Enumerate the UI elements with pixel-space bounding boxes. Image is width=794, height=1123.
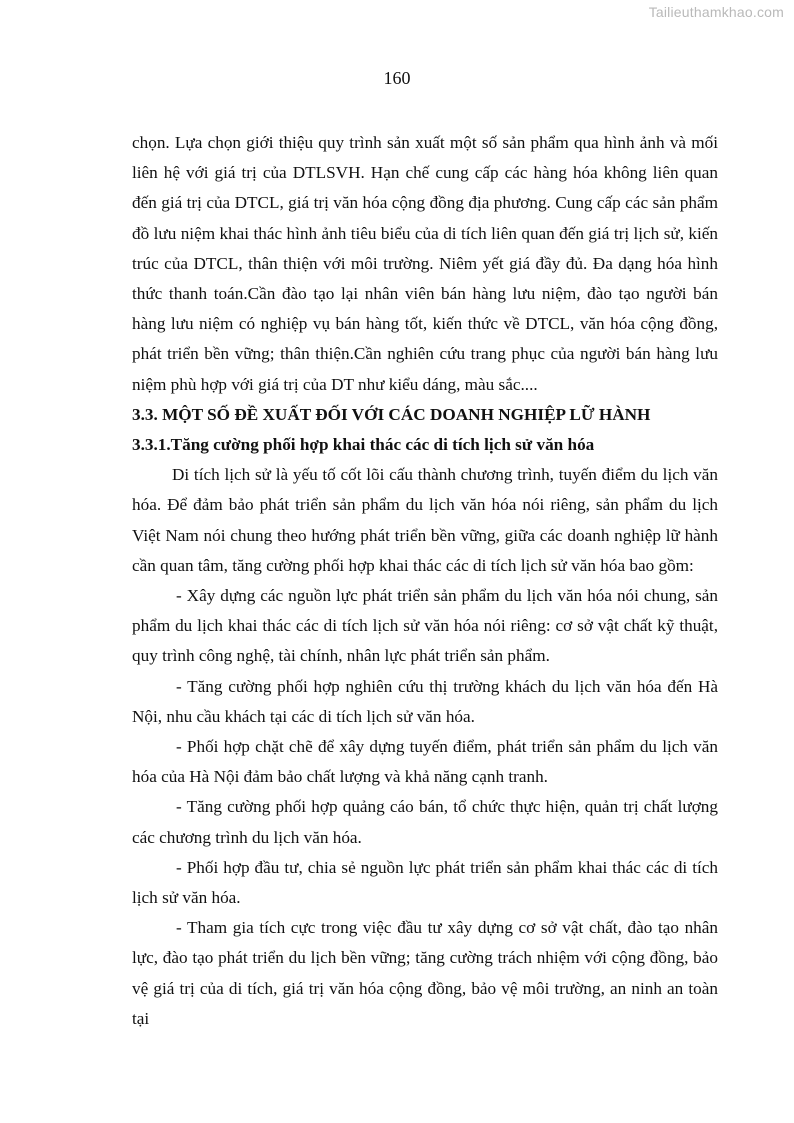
list-item: - Tăng cường phối hợp nghiên cứu thị trường khách du lịch văn hóa đến Hà Nội, nhu cầu khách tại các di tích lịch sử văn hóa.: [132, 676, 718, 726]
list-item: - Tăng cường phối hợp quảng cáo bán, tổ chức thực hiện, quản trị chất lượng các chương trình du lịch văn hóa.: [132, 797, 718, 847]
paragraph-intro: Di tích lịch sử là yếu tố cốt lõi cấu thành chương trình, tuyến điểm du lịch văn hóa. Để đảm bảo phát triển sản phẩm du lịch văn hóa nói riêng, sản phẩm du lịch Việt Nam nói chung theo hướng phát triển bền vững, giữa các doanh nghiệp lữ hành cần quan tâm, tăng cường phối hợp khai thác các di tích lịch sử văn hóa bao gồm:: [132, 465, 718, 575]
page-number: 160: [383, 68, 411, 88]
list-item: - Xây dựng các nguồn lực phát triển sản phẩm du lịch văn hóa nói chung, sản phẩm du lịch khai thác các di tích lịch sử văn hóa nói riêng: cơ sở vật chất kỹ thuật, quy trình công nghệ, tài chính, nhân lực phát triển sản phẩm.: [132, 586, 718, 666]
list-item: - Phối hợp đầu tư, chia sẻ nguồn lực phát triển sản phẩm khai thác các di tích lịch sử văn hóa.: [132, 857, 718, 908]
section-heading: 3.3. MỘT SỐ ĐỀ XUẤT ĐỐI VỚI CÁC DOANH NGHIỆP LỮ HÀNH: [132, 404, 651, 424]
watermark: Tailieuthamkhao.com: [648, 4, 784, 20]
paragraph-continuation: chọn. Lựa chọn giới thiệu quy trình sản xuất một số sản phẩm qua hình ảnh và mối liên hệ với giá trị của DTLSVH. Hạn chế cung cấp các hàng hóa không liên quan đến giá trị của DTCL, giá trị văn hóa cộng đồng địa phương. Cung cấp các sản phẩm đồ lưu niệm khai thác hình ảnh tiêu biểu của di tích liên quan đến giá trị lịch sử, kiến trúc của DTCL, thân thiện với môi trường. Niêm yết giá đầy đủ. Đa dạng hóa hình thức thanh toán.Cần đào tạo lại nhân viên bán hàng lưu niệm, đào tạo người bán hàng lưu niệm có nghiệp vụ bán hàng tốt, kiến thức về DTCL, văn hóa cộng đồng, phát triển bền vững; thân thiện.Cần nghiên cứu trang phục của người bán hàng lưu niệm phù hợp với giá trị của DT như kiểu dáng, màu sắc....: [132, 133, 718, 394]
list-item: - Phối hợp chặt chẽ để xây dựng tuyến điểm, phát triển sản phẩm du lịch văn hóa của Hà Nội đảm bảo chất lượng và khả năng cạnh tranh.: [132, 737, 718, 787]
list-item: - Tham gia tích cực trong việc đầu tư xây dựng cơ sở vật chất, đào tạo nhân lực, đào tạo phát triển du lịch bền vững; tăng cường trách nhiệm với cộng đồng, bảo vệ giá trị của di tích, giá trị văn hóa cộng đồng, bảo vệ môi trường, an ninh an toàn tại: [132, 918, 718, 1028]
subsection-heading: 3.3.1.Tăng cường phối hợp khai thác các di tích lịch sử văn hóa: [132, 435, 595, 455]
document-body: [132, 128, 718, 1034]
